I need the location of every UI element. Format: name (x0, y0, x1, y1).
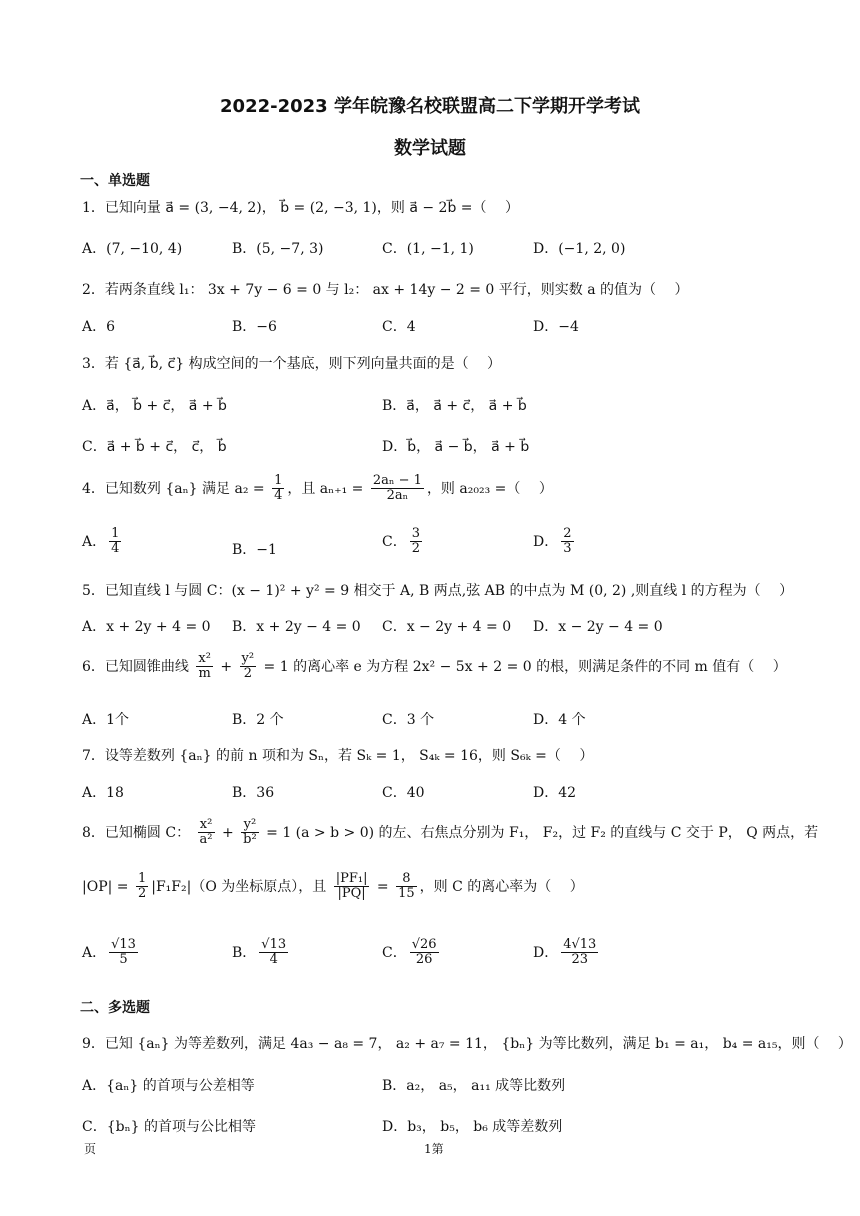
question-5-stem: 5．已知直线 l 与圆 C：(x − 1)² + y² = 9 相交于 A, B 两点,弦 AB 的中点为 M (0, 2) ,则直线 l 的方程为（ ） (82, 583, 794, 599)
q4-option-c: C． $\frac{3}{2}$ (382, 526, 420, 557)
q6-option-b: B．2 个 (232, 712, 284, 728)
q6-option-c: C．3 个 (382, 712, 435, 728)
q4-option-b: B．−1 (232, 542, 277, 558)
q6-option-a: A．1个 (82, 712, 130, 728)
question-8-stem-line2: |OP| = $\frac{1}{2}$ |F₁F₂|（O 为坐标原点），且 $\frac{\text{|PF₁|}}{|PQ|}$ = $\frac{8}{15}$ ，则 C 的离心率为（ ） (82, 871, 584, 902)
q7-option-b: B．36 (232, 785, 275, 801)
q1-option-d: D．(−1, 2, 0) (533, 241, 626, 257)
q1-option-c: C．(1, −1, 1) (382, 241, 474, 257)
q7-option-c: C．40 (382, 785, 425, 801)
q8-option-d: D． $\frac{4√13}{23}$ (533, 937, 597, 968)
q3-option-a: A．a⃗， b⃗ + c⃗， a⃗ + b⃗ (82, 398, 227, 414)
q5-option-d: D．x − 2y − 4 = 0 (533, 619, 663, 635)
q1-option-b: B．(5, −7, 3) (232, 241, 324, 257)
question-6-stem: 6．已知圆锥曲线 $\frac{\text{x²}}{m}$ + $\frac{\text{y²}}{2}$ = 1 的离心率 e 为方程 2x² − 5x + 2 = 0 的根，则满足条件的不同 m 值有（ ） (82, 651, 787, 682)
q6-option-d: D．4 个 (533, 712, 586, 728)
q9-option-a: A．{aₙ} 的首项与公差相等 (82, 1078, 255, 1094)
q8-option-a: A． $\frac{√13}{5}$ (82, 937, 136, 968)
q7-option-a: A．18 (82, 785, 124, 801)
q2-option-a: A．6 (82, 319, 116, 335)
q8-option-b: B． $\frac{√13}{4}$ (232, 937, 287, 968)
q7-option-d: D．42 (533, 785, 577, 801)
q5-option-b: B．x + 2y − 4 = 0 (232, 619, 361, 635)
question-2-stem: 2．若两条直线 l₁： 3x + 7y − 6 = 0 与 l₂： ax + 14y − 2 = 0 平行，则实数 a 的值为（ ） (82, 282, 689, 298)
q8-option-c: C． $\frac{√26}{26}$ (382, 937, 437, 968)
q4-option-d: D． $\frac{2}{3}$ (533, 526, 572, 557)
question-8-stem: 8．已知椭圆 C： $\frac{\text{x²}}{\text{a²}}$ + $\frac{\text{y²}}{\text{b²}}$ = 1 (a > b > 0) 的左、右焦点分别为 F₁， F₂，过 F₂ 的直线与 C 交于 P， Q 两点，若 (82, 817, 819, 848)
q3-option-c: C．a⃗ + b⃗ + c⃗， c⃗， b⃗ (82, 439, 227, 455)
q9-option-c: C．{bₙ} 的首项与公比相等 (82, 1119, 256, 1135)
q9-option-d: D．b₃， b₅， b₆ 成等差数列 (382, 1119, 563, 1135)
q2-option-d: D．−4 (533, 319, 579, 335)
q2-option-c: C．4 (382, 319, 416, 335)
q4-option-a: A． $\frac{1}{4}$ (82, 526, 120, 557)
question-1-stem: 1．已知向量 a⃗ = (3, −4, 2)， b⃗ = (2, −3, 1)，则 a⃗ − 2b⃗ =（ ） (82, 200, 519, 216)
question-3-stem: 3．若 {a⃗, b⃗, c⃗} 构成空间的一个基底，则下列向量共面的是（ ） (82, 356, 502, 372)
question-7-stem: 7．设等差数列 {aₙ} 的前 n 项和为 Sₙ，若 Sₖ = 1， S₄ₖ = 16，则 S₆ₖ =（ ） (82, 748, 594, 764)
section-heading-single-choice: 一、单选题 (80, 173, 150, 189)
question-4-stem: 4．已知数列 {aₙ} 满足 a₂ = $\frac{1}{4}$ ，且 aₙ₊₁ = $\frac{\text{2aₙ − 1}}{\text{2aₙ}}$ ，则 a₂₀₂₃ =（ ） (82, 473, 553, 504)
q3-option-d: D．b⃗， a⃗ − b⃗， a⃗ + b⃗ (382, 439, 530, 455)
section-heading-multiple-choice: 二、多选题 (80, 1000, 150, 1016)
q2-option-b: B．−6 (232, 319, 277, 335)
footer-page-left: 页 (84, 1142, 97, 1156)
document-subtitle: 数学试题 (394, 138, 466, 159)
q3-option-b: B．a⃗， a⃗ + c⃗， a⃗ + b⃗ (382, 398, 527, 414)
q5-option-a: A．x + 2y + 4 = 0 (82, 619, 211, 635)
footer-page-number: 1第 (424, 1142, 444, 1156)
q5-option-c: C．x − 2y + 4 = 0 (382, 619, 512, 635)
question-9-stem: 9．已知 {aₙ} 为等差数列，满足 4a₃ − a₈ = 7， a₂ + a₇ = 11， {bₙ} 为等比数列，满足 b₁ = a₁， b₄ = a₁₅，则（ ） (82, 1036, 852, 1052)
document-title: 2022-2023 学年皖豫名校联盟高二下学期开学考试 (220, 96, 640, 117)
q9-option-b: B．a₂， a₅， a₁₁ 成等比数列 (382, 1078, 566, 1094)
q1-option-a: A．(7, −10, 4) (82, 241, 183, 257)
